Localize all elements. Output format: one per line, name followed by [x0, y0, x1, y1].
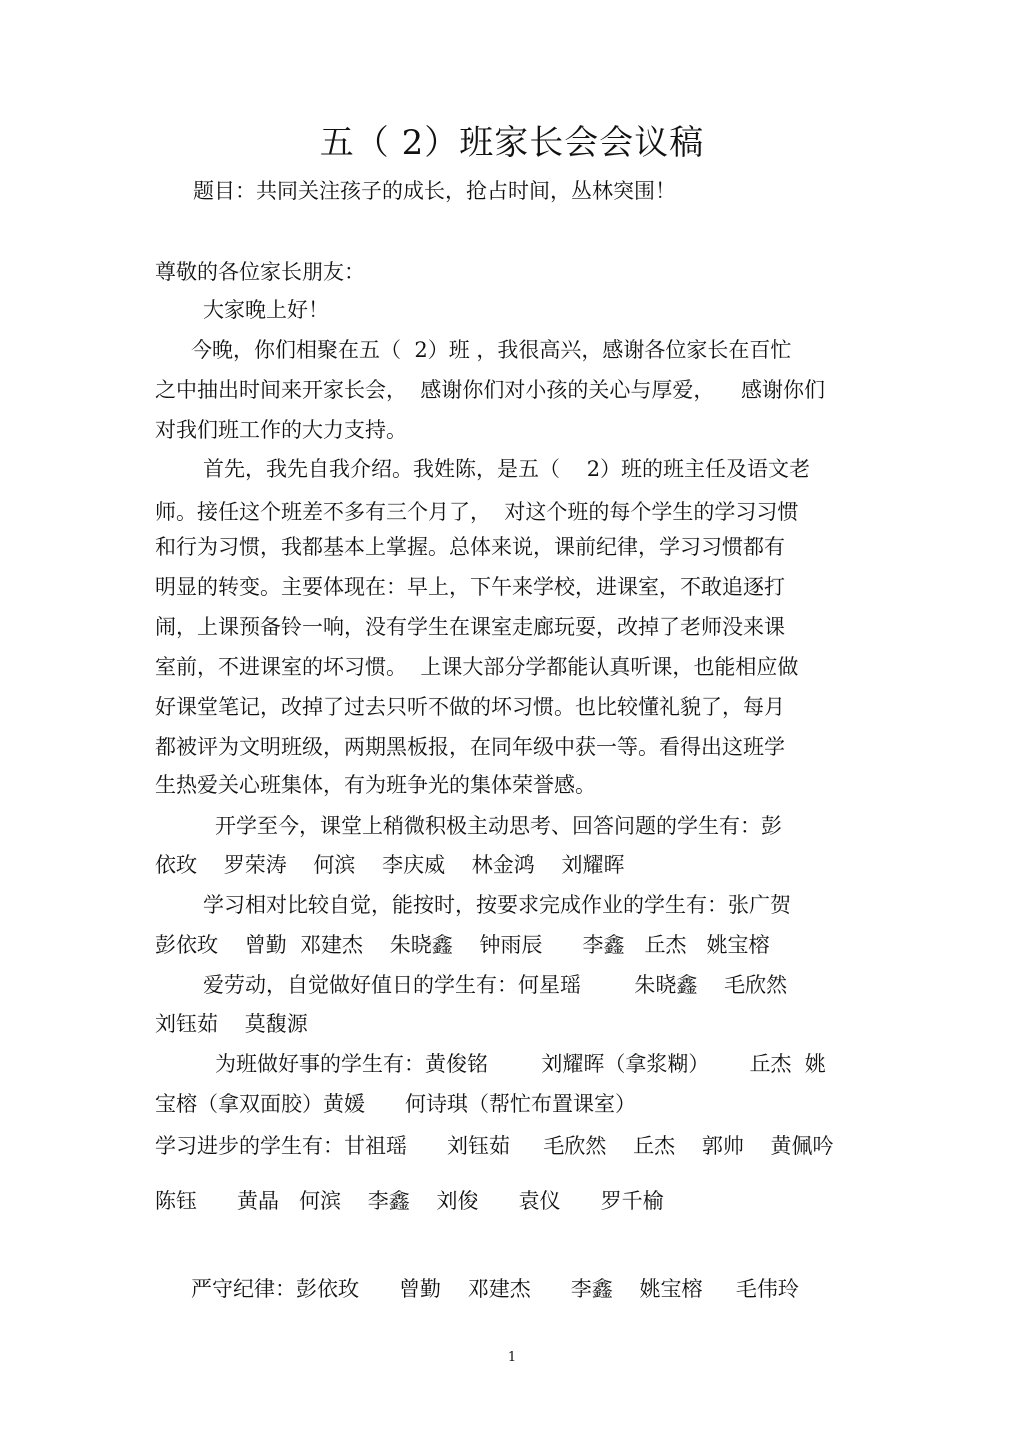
paragraph-line: 之中抽出时间来开家长会， 感谢你们对小孩的关心与厚爱， 感谢你们 [155, 378, 826, 402]
student-names-line: 陈钰 黄晶 何滨 李鑫 刘俊 袁仪 罗千榆 [155, 1189, 664, 1213]
paragraph-line: 都被评为文明班级，两期黑板报，在同年级中获一等。看得出这班学 [155, 735, 785, 759]
paragraph-line: 师。接任这个班差不多有三个月了， 对这个班的每个学生的学习习惯 [155, 500, 799, 524]
document-subtitle: 题目：共同关注孩子的成长，抢占时间，丛林突围！ [193, 179, 676, 203]
paragraph-line: 学习相对比较自觉，能按时，按要求完成作业的学生有：张广贺 [203, 893, 791, 917]
paragraph-line: 为班做好事的学生有：黄俊铭 刘耀晖（拿浆糊） 丘杰 姚 [215, 1052, 826, 1076]
student-names-line: 彭依玫 曾勤 邓建杰 朱晓鑫 钟雨辰 李鑫 丘杰 姚宝榕 [155, 933, 770, 957]
paragraph-line: 开学至今，课堂上稍微积极主动思考、回答问题的学生有：彭 [215, 814, 782, 838]
paragraph-line: 生热爱关心班集体，有为班争光的集体荣誉感。 [155, 773, 596, 797]
paragraph-line: 首先，我先自我介绍。我姓陈，是五（ 2）班的班主任及语文老 [203, 457, 811, 481]
paragraph-line: 宝榕（拿双面胶）黄媛 何诗琪（帮忙布置课室） [155, 1092, 637, 1116]
paragraph-line: 闹，上课预备铃一响，没有学生在课室走廊玩耍，改掉了老师没来课 [155, 615, 785, 639]
paragraph-line: 明显的转变。主要体现在：早上，下午来学校，进课室，不敢追逐打 [155, 575, 785, 599]
paragraph-line: 学习进步的学生有：甘祖瑶 刘钰茹 毛欣然 丘杰 郭帅 黄佩吟 [155, 1134, 834, 1158]
paragraph-line: 和行为习惯，我都基本上掌握。总体来说，课前纪律，学习习惯都有 [155, 535, 785, 559]
paragraph-line: 好课堂笔记，改掉了过去只听不做的坏习惯。也比较懂礼貌了，每月 [155, 695, 785, 719]
student-names-line: 依玫 罗荣涛 何滨 李庆威 林金鸿 刘耀晖 [155, 853, 625, 877]
student-names-line: 刘钰茹 莫馥源 [155, 1012, 308, 1036]
paragraph-line: 严守纪律：彭依玫 曾勤 邓建杰 李鑫 姚宝榕 毛伟玲 [191, 1277, 799, 1301]
paragraph-line: 爱劳动，自觉做好值日的学生有：何星瑶 朱晓鑫 毛欣然 [203, 973, 788, 997]
paragraph-line: 今晚，你们相聚在五（ 2）班 ，我很高兴，感谢各位家长在百忙 [191, 338, 792, 362]
document-title: 五（ 2）班家长会会议稿 [319, 123, 705, 163]
paragraph-line: 对我们班工作的大力支持。 [155, 418, 407, 442]
page-number: 1 [507, 1350, 517, 1365]
salutation-line: 尊敬的各位家长朋友： [155, 260, 365, 284]
greeting-line: 大家晚上好！ [203, 298, 329, 322]
paragraph-line: 室前，不进课室的坏习惯。 上课大部分学都能认真听课，也能相应做 [155, 655, 799, 679]
